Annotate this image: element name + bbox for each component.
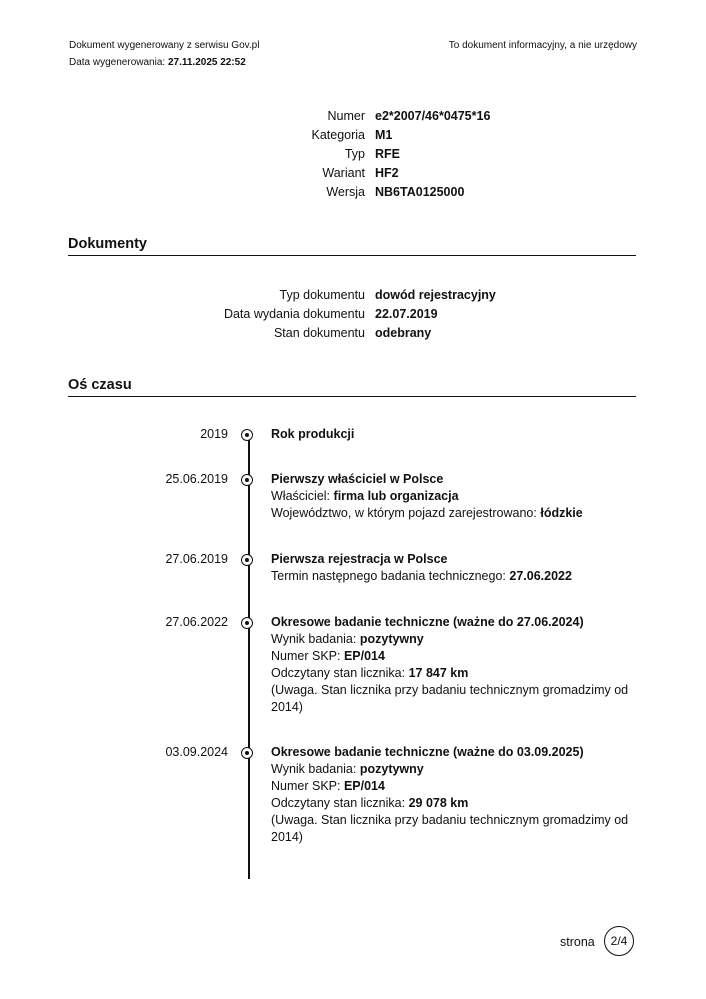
event-detail bbox=[271, 795, 651, 812]
vehicle-row-category bbox=[0, 128, 706, 146]
detail-value: firma lub organizacja bbox=[333, 489, 459, 503]
row-value: M1 bbox=[375, 128, 393, 142]
event-body bbox=[271, 744, 651, 846]
timeline-title: Oś czasu bbox=[68, 377, 132, 393]
detail-label: Termin następnego badania technicznego: bbox=[271, 569, 506, 583]
event-body bbox=[271, 614, 651, 716]
detail-value: 17 847 km bbox=[408, 666, 469, 680]
detail-label: Wynik badania: bbox=[271, 762, 357, 776]
detail-label: Wynik badania: bbox=[271, 632, 357, 646]
row-value: NB6TA0125000 bbox=[375, 185, 465, 199]
detail-value: pozytywny bbox=[359, 632, 424, 646]
detail-label: Numer SKP: bbox=[271, 649, 341, 663]
row-label: Data wydania dokumentu bbox=[223, 307, 365, 321]
page-number-value: 2/4 bbox=[610, 934, 628, 948]
detail-value: EP/014 bbox=[343, 649, 385, 663]
row-label: Typ bbox=[344, 147, 365, 161]
source-text: Dokument wygenerowany z serwisu Gov.pl bbox=[69, 40, 260, 51]
event-title: Okresowe badanie techniczne (ważne do 03.09.2025) bbox=[271, 745, 584, 759]
row-label: Wersja bbox=[326, 185, 365, 199]
detail-value: pozytywny bbox=[359, 762, 424, 776]
page-label: strona bbox=[560, 935, 595, 949]
event-detail bbox=[271, 648, 651, 665]
detail-label: Odczytany stan licznika: bbox=[271, 666, 406, 680]
event-date: 25.06.2019 bbox=[165, 472, 228, 486]
event-body bbox=[271, 426, 651, 443]
generated-label: Data wygenerowania: bbox=[69, 57, 166, 68]
event-detail bbox=[271, 505, 651, 522]
event-title: Rok produkcji bbox=[271, 427, 355, 441]
event-date: 27.06.2022 bbox=[165, 615, 228, 629]
event-detail bbox=[271, 568, 651, 585]
row-value: 22.07.2019 bbox=[375, 307, 438, 321]
event-date: 03.09.2024 bbox=[165, 745, 228, 759]
detail-value: 27.06.2022 bbox=[509, 569, 572, 583]
vehicle-row-number bbox=[0, 109, 706, 127]
row-value: odebrany bbox=[375, 326, 432, 340]
page-number bbox=[604, 926, 634, 956]
document-row-type bbox=[0, 288, 706, 306]
disclaimer-text: To dokument informacyjny, a nie urzędowy bbox=[448, 40, 637, 51]
documents-divider bbox=[68, 255, 636, 256]
event-detail bbox=[271, 631, 651, 648]
timeline-dot-icon bbox=[241, 747, 253, 759]
event-title: Pierwszy właściciel w Polsce bbox=[271, 472, 444, 486]
document-row-issue-date bbox=[0, 307, 706, 325]
event-date: 2019 bbox=[200, 427, 228, 441]
documents-title: Dokumenty bbox=[68, 236, 147, 252]
vehicle-row-version bbox=[0, 185, 706, 203]
event-detail bbox=[271, 488, 651, 505]
row-label: Typ dokumentu bbox=[279, 288, 365, 302]
detail-value: łódzkie bbox=[540, 506, 583, 520]
generated-date bbox=[69, 57, 246, 68]
row-value: HF2 bbox=[375, 166, 399, 180]
event-note: (Uwaga. Stan licznika przy badaniu technicznym gromadzimy od 2014) bbox=[271, 683, 629, 714]
row-value: e2*2007/46*0475*16 bbox=[375, 109, 491, 123]
timeline-dot-icon bbox=[241, 429, 253, 441]
event-detail bbox=[271, 778, 651, 795]
event-detail bbox=[271, 761, 651, 778]
row-label: Numer bbox=[327, 109, 365, 123]
row-label: Wariant bbox=[322, 166, 365, 180]
document-row-status bbox=[0, 326, 706, 344]
row-label: Kategoria bbox=[311, 128, 365, 142]
row-value: RFE bbox=[375, 147, 400, 161]
vehicle-row-type bbox=[0, 147, 706, 165]
timeline-axis bbox=[248, 430, 250, 879]
row-label: Stan dokumentu bbox=[273, 326, 365, 340]
event-title: Pierwsza rejestracja w Polsce bbox=[271, 552, 448, 566]
detail-label: Odczytany stan licznika: bbox=[271, 796, 406, 810]
detail-value: 29 078 km bbox=[408, 796, 469, 810]
detail-label: Numer SKP: bbox=[271, 779, 341, 793]
event-title: Okresowe badanie techniczne (ważne do 27.06.2024) bbox=[271, 615, 584, 629]
generated-value: 27.11.2025 22:52 bbox=[167, 57, 246, 68]
row-value: dowód rejestracyjny bbox=[375, 288, 496, 302]
timeline-divider bbox=[68, 396, 636, 397]
event-date: 27.06.2019 bbox=[165, 552, 228, 566]
event-body bbox=[271, 551, 651, 585]
detail-label: Właściciel: bbox=[271, 489, 331, 503]
event-body bbox=[271, 471, 651, 522]
timeline-dot-icon bbox=[241, 617, 253, 629]
event-note: (Uwaga. Stan licznika przy badaniu technicznym gromadzimy od 2014) bbox=[271, 813, 629, 844]
vehicle-row-variant bbox=[0, 166, 706, 184]
detail-value: EP/014 bbox=[343, 779, 385, 793]
timeline-dot-icon bbox=[241, 474, 253, 486]
timeline-dot-icon bbox=[241, 554, 253, 566]
detail-label: Województwo, w którym pojazd zarejestrowano: bbox=[271, 506, 537, 520]
event-detail bbox=[271, 665, 651, 682]
